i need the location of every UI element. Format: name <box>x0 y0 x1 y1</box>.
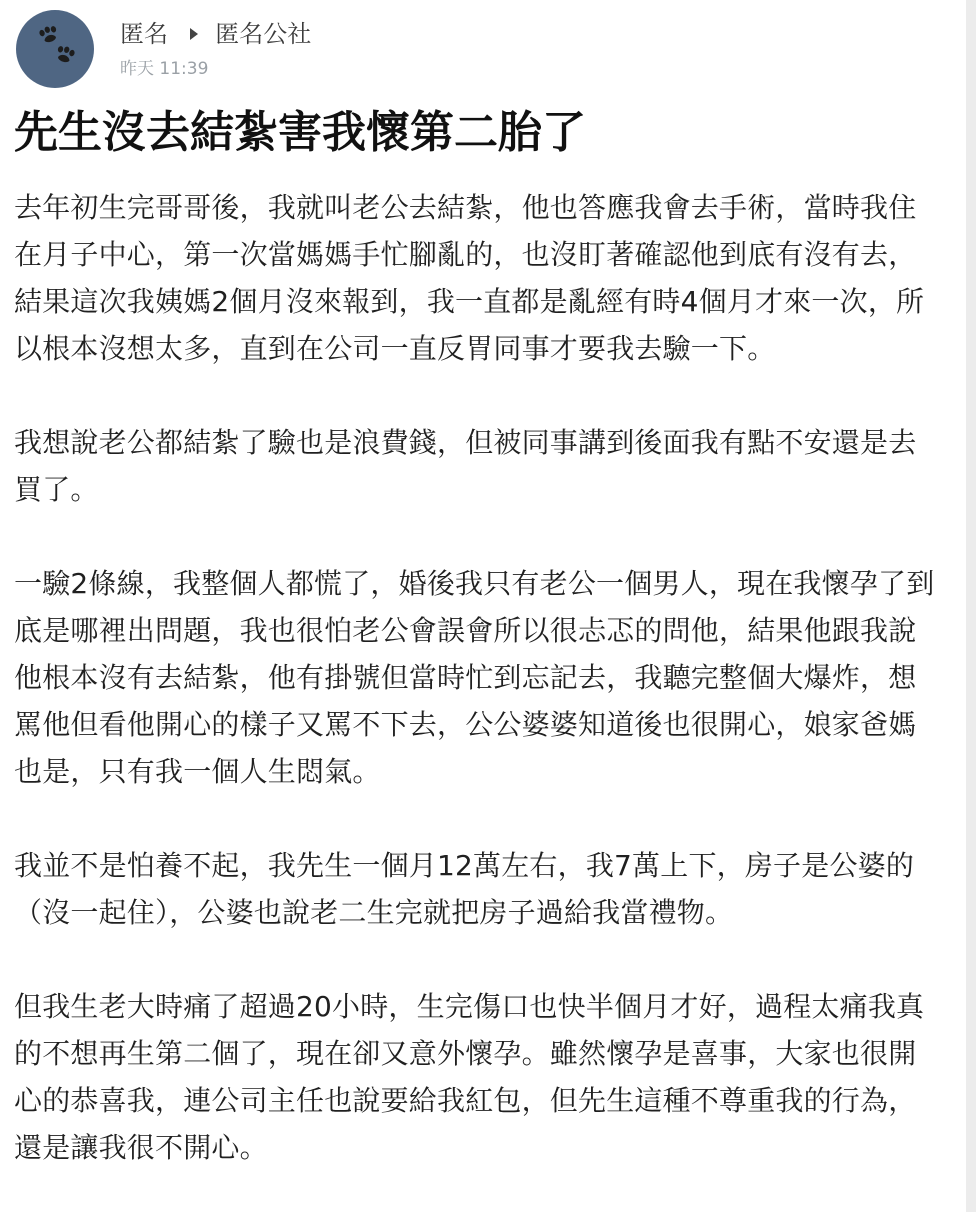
post-paragraph: 去年初生完哥哥後，我就叫老公去結紮，他也答應我會去手術，當時我住在月子中心，第一次當媽媽手忙腳亂的，也沒盯著確認他到底有沒有去，結果這次我姨媽2個月沒來報到，我一直都是亂經有時4個月才來一次，所以根本沒想太多，直到在公司一直反胃同事才要我去驗一下。 <box>14 191 925 365</box>
post-paragraph: 我想說老公都結紮了驗也是浪費錢，但被同事講到後面我有點不安還是去買了。 <box>14 426 917 506</box>
post-paragraph: 但我生老大時痛了超過20小時，生完傷口也快半個月才好，過程太痛我真的不想再生第二個了，現在卻又意外懷孕。雖然懷孕是喜事，大家也很開心的恭喜我，連公司主任也說要給我紅包，但先生這種不尊重我的行為，還是讓我很不開心。 <box>14 990 925 1164</box>
post-content <box>14 184 936 1171</box>
triangle-right-icon <box>190 28 198 40</box>
post-header <box>16 10 956 90</box>
breadcrumb <box>120 18 311 49</box>
avatar[interactable] <box>16 10 94 88</box>
post-title: 先生沒去結紮害我懷第二胎了 <box>14 107 586 158</box>
board-name[interactable]: 匿名公社 <box>215 20 312 48</box>
scrollbar-track[interactable] <box>966 0 976 1212</box>
post-time: 昨天 11:39 <box>120 59 209 79</box>
post-paragraph: 我並不是怕養不起，我先生一個月12萬左右，我7萬上下，房子是公婆的（沒一起住），公婆也說老二生完就把房子過給我當禮物。 <box>14 849 915 929</box>
paw-print-icon <box>52 43 78 67</box>
post-paragraph: 一驗2條線，我整個人都慌了，婚後我只有老公一個男人，現在我懷孕了到底是哪裡出問題，我也很怕老公會誤會所以很忐忑的問他，結果他跟我說他根本沒有去結紮，他有掛號但當時忙到忘記去，我聽完整個大爆炸，想罵他但看他開心的樣子又罵不下去，公公婆婆知道後也很開心，娘家爸媽也是，只有我一個人生悶氣。 <box>14 567 935 788</box>
author-name[interactable]: 匿名 <box>120 20 168 48</box>
